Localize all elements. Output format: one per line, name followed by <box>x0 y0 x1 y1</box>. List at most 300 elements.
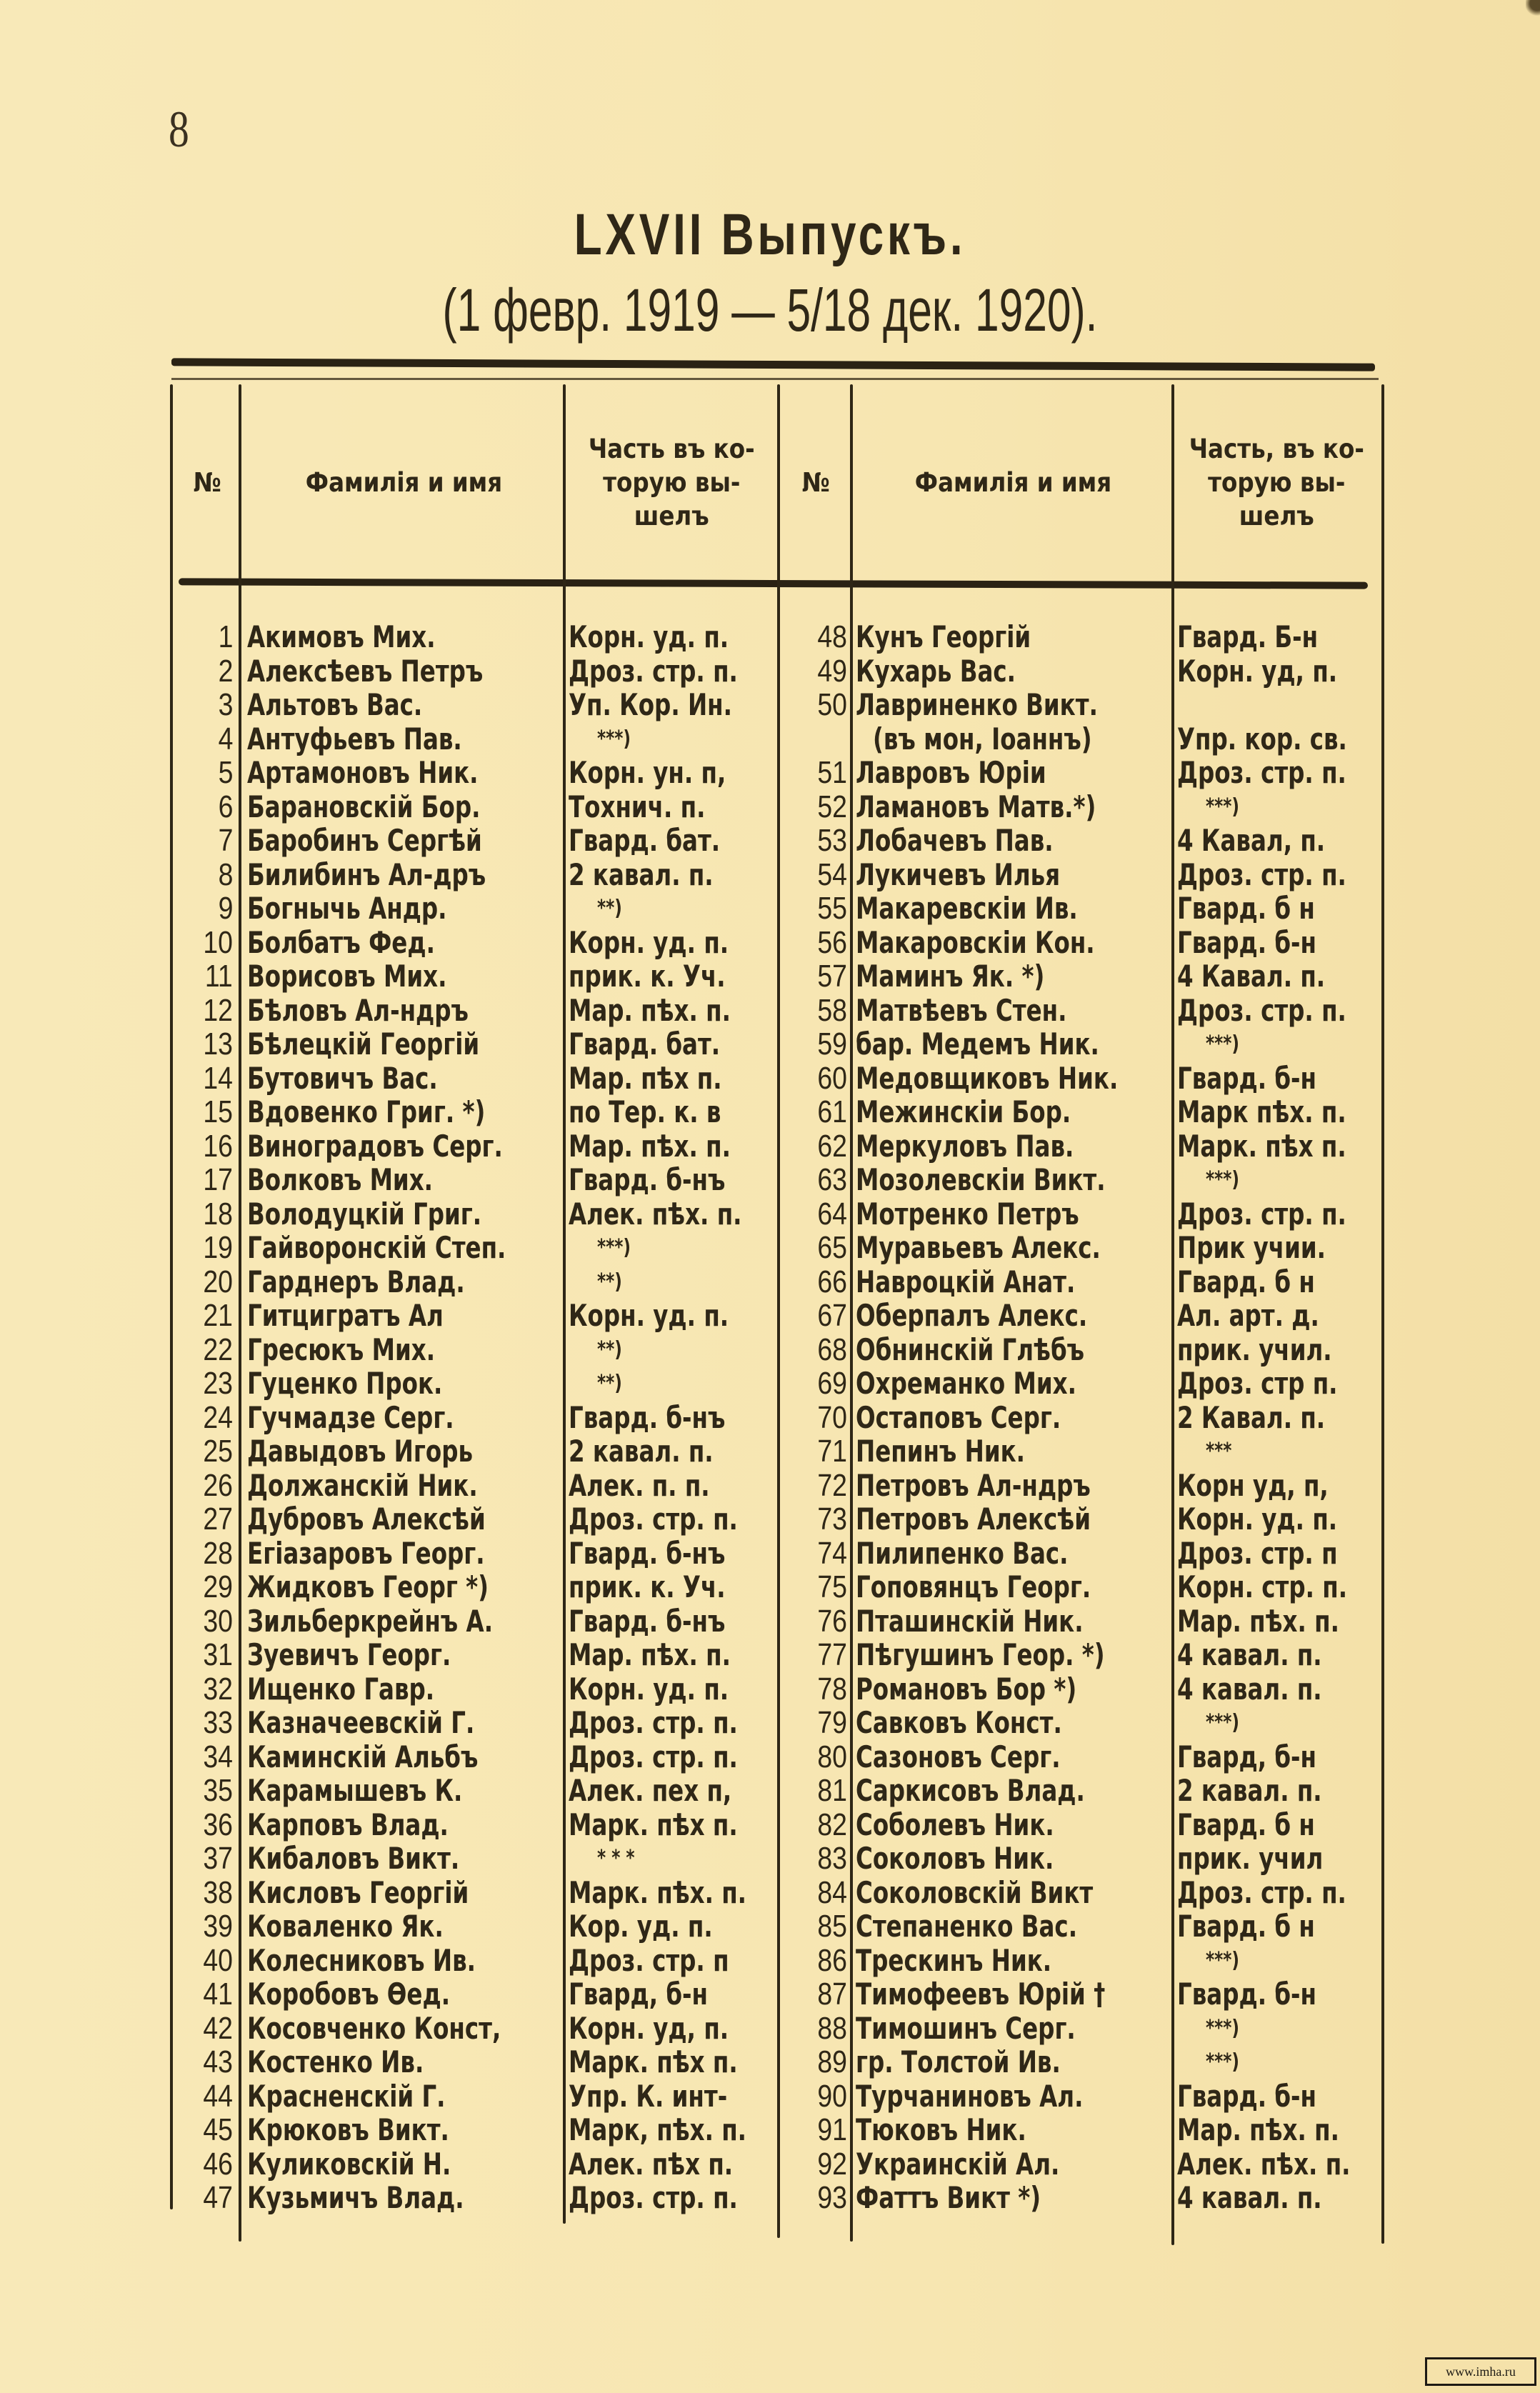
row-number-text: 11 <box>205 959 233 994</box>
row-name-text: Обнинскій Глѣбъ <box>856 1332 1085 1367</box>
row-number <box>171 756 233 790</box>
row-unit-text: Гвард. бат. <box>569 1026 721 1061</box>
row-number <box>780 1401 847 1435</box>
row-name-text: Должанскій Ник. <box>247 1467 478 1503</box>
row-number <box>171 1909 233 1944</box>
row-name-text: Барановскій Бор. <box>247 789 481 824</box>
row-unit-text: Дроз. стр. п <box>569 1942 729 1978</box>
row-number-text: 51 <box>817 755 847 790</box>
row-unit <box>569 1842 804 1876</box>
row-unit <box>569 1197 776 1232</box>
row-number-text: 7 <box>218 823 233 858</box>
row-number <box>780 1706 847 1740</box>
row-name <box>856 1808 1170 1842</box>
row-number-text: 73 <box>817 1502 847 1537</box>
row-name-text: Турчаниновъ Ал. <box>856 2078 1084 2114</box>
row-number-text: 49 <box>817 653 847 689</box>
table-row <box>171 1027 777 1061</box>
row-number-text: 63 <box>817 1162 847 1197</box>
row-number-text: 86 <box>817 1942 847 1978</box>
row-unit-text: ***) <box>1206 1947 1240 1973</box>
row-unit-text: Гвард. б-нъ <box>569 1162 726 1197</box>
row-unit <box>1177 1299 1380 1333</box>
table-row <box>780 722 1381 756</box>
table-row <box>780 1502 1381 1537</box>
row-number <box>171 1604 233 1639</box>
header-unit-left: Часть въ ко- торую вы- шелъ <box>588 433 755 531</box>
row-number <box>171 994 233 1028</box>
row-name <box>856 2113 1170 2147</box>
row-unit-text: Корн уд, п, <box>1177 1467 1329 1503</box>
row-name <box>856 1027 1170 1061</box>
table-row <box>780 620 1381 654</box>
row-unit <box>569 926 776 960</box>
row-unit-text: ***) <box>1206 2049 1240 2074</box>
row-unit-text: Гвард. б-н <box>1177 1060 1316 1096</box>
row-number <box>171 1367 233 1401</box>
row-unit <box>569 2113 776 2147</box>
table-row <box>171 1876 777 1910</box>
row-name-text: Баробинъ Сергѣй <box>247 823 482 858</box>
row-number-text: 23 <box>203 1366 233 1401</box>
row-unit <box>569 1944 776 1978</box>
table-row <box>171 1604 777 1639</box>
row-unit <box>1177 926 1380 960</box>
row-unit-text: 4 Кавал, п. <box>1177 823 1326 858</box>
table-row <box>171 1638 777 1672</box>
row-number <box>780 1842 847 1876</box>
table-row <box>780 1333 1381 1367</box>
row-number <box>780 858 847 892</box>
table-row <box>780 1027 1381 1061</box>
row-number-text: 71 <box>817 1434 847 1469</box>
row-name-text: Гресюкъ Мих. <box>247 1332 436 1367</box>
row-unit-text: ***) <box>1206 1167 1240 1192</box>
row-unit <box>569 2181 776 2215</box>
row-unit <box>569 1570 776 1604</box>
row-number <box>171 722 233 756</box>
row-name-text: Соколовъ Ник. <box>856 1841 1054 1876</box>
row-name <box>856 1469 1170 1503</box>
row-unit <box>1177 1638 1380 1672</box>
row-unit-text: 4 кавал. п. <box>1177 1637 1322 1672</box>
row-number-text: 9 <box>218 891 233 926</box>
row-number-text: 84 <box>817 1874 847 1910</box>
row-name-text: Пепинъ Ник. <box>856 1434 1026 1469</box>
row-unit <box>1177 1774 1380 1808</box>
row-unit <box>569 1977 776 2012</box>
row-unit <box>1177 790 1409 824</box>
row-number <box>171 1774 233 1808</box>
row-name <box>247 1909 561 1944</box>
row-number-text: 6 <box>218 789 233 824</box>
row-name-text: Виноградовъ Серг. <box>247 1128 503 1164</box>
row-unit <box>1177 1197 1380 1232</box>
row-number-text: 10 <box>203 924 233 960</box>
table-row <box>780 1095 1381 1129</box>
row-name <box>247 926 561 960</box>
row-name <box>247 620 561 654</box>
row-name-text: Соколовскій Викт <box>856 1874 1094 1910</box>
row-unit-text: Марк. пѣх п. <box>569 1807 738 1842</box>
row-name-text: Маминъ Як. *) <box>856 959 1045 994</box>
table-row <box>171 926 777 960</box>
row-unit-text: Гвард, б-н <box>1177 1739 1316 1774</box>
row-number <box>780 2079 847 2114</box>
row-number-text: 74 <box>817 1535 847 1571</box>
table-row <box>780 1434 1381 1469</box>
row-name-text: Егіазаровъ Георг. <box>247 1535 485 1571</box>
row-unit <box>1177 1977 1380 2012</box>
row-unit-text: Дроз. стр. п. <box>1177 1196 1346 1232</box>
table-row <box>171 1333 777 1367</box>
row-number-text: 46 <box>203 2146 233 2182</box>
row-name <box>247 1333 561 1367</box>
row-number <box>780 620 847 654</box>
row-number <box>780 1129 847 1164</box>
row-name-text: Давыдовъ Игорь <box>247 1434 474 1469</box>
row-name-text: Волковъ Мих. <box>247 1162 434 1197</box>
row-unit <box>1177 994 1380 1028</box>
row-number-text: 83 <box>817 1841 847 1876</box>
row-name <box>856 1197 1170 1232</box>
row-unit <box>569 688 776 722</box>
row-unit-text: Прик учии. <box>1177 1230 1326 1265</box>
watermark-stamp: www.imha.ru <box>1425 2357 1536 2386</box>
row-number-text: 8 <box>218 856 233 892</box>
table-row <box>171 1469 777 1503</box>
table-row <box>171 2113 777 2147</box>
row-unit <box>1177 1231 1380 1265</box>
page-title: LXVII Выпускъ. <box>574 202 966 267</box>
row-unit <box>569 1163 776 1197</box>
row-name-text: Лавриненко Викт. <box>856 687 1098 722</box>
row-number-text: 75 <box>817 1569 847 1604</box>
row-unit-text: по Тер. к. в <box>569 1094 721 1129</box>
row-number-text: 91 <box>817 2112 847 2147</box>
row-name <box>856 1367 1170 1401</box>
row-name <box>856 1299 1170 1333</box>
row-name-text: Карамышевъ К. <box>247 1773 463 1808</box>
table-row <box>780 959 1381 994</box>
row-name <box>247 1401 561 1435</box>
row-unit-text: Гвард, б-н <box>569 1977 708 2012</box>
table-row <box>171 1944 777 1978</box>
row-number-text: 85 <box>817 1909 847 1944</box>
row-number <box>171 1197 233 1232</box>
row-unit <box>1177 2113 1380 2147</box>
row-unit-text: Мар. пѣх п. <box>569 1060 722 1096</box>
row-unit-text: Дроз. стр. п. <box>569 2180 738 2215</box>
row-unit <box>569 620 776 654</box>
table-row <box>171 1977 777 2012</box>
row-unit <box>1177 1944 1409 1978</box>
row-name-text: Гарднеръ Влад. <box>247 1264 465 1299</box>
table-row <box>171 722 777 756</box>
row-unit-text: Дроз. стр. п. <box>1177 755 1346 790</box>
row-name <box>856 1401 1170 1435</box>
row-number <box>171 1163 233 1197</box>
table-header-rule <box>179 578 1368 589</box>
table-row <box>780 1604 1381 1639</box>
row-number-text: 77 <box>817 1637 847 1672</box>
row-unit-text: Дроз. стр. п. <box>1177 992 1346 1028</box>
row-name <box>856 1604 1170 1639</box>
row-number <box>171 1808 233 1842</box>
table-row <box>780 994 1381 1028</box>
row-name-text: Гуценко Прок. <box>247 1366 443 1401</box>
row-number <box>171 1095 233 1129</box>
table-row <box>780 1638 1381 1672</box>
row-number <box>780 1808 847 1842</box>
row-name <box>856 654 1170 689</box>
row-unit <box>1177 1265 1380 1299</box>
row-name-text: Пѣгушинъ Геор. *) <box>856 1637 1105 1672</box>
row-name-text: Гайворонскій Степ. <box>247 1230 506 1265</box>
table-row <box>171 1434 777 1469</box>
row-number-text: 4 <box>218 721 233 756</box>
row-unit <box>569 1909 776 1944</box>
table-row <box>171 1231 777 1265</box>
row-number <box>171 790 233 824</box>
row-number-text: 87 <box>817 1977 847 2012</box>
row-number <box>171 2181 233 2215</box>
table-row <box>171 2012 777 2046</box>
row-number <box>780 1061 847 1096</box>
row-number-text: 90 <box>817 2078 847 2114</box>
row-number-text: 69 <box>817 1366 847 1401</box>
row-unit-text: *** <box>1206 1439 1232 1464</box>
row-unit-text: 4 кавал. п. <box>1177 2180 1322 2215</box>
row-number-text: 37 <box>203 1841 233 1876</box>
row-number-text: 15 <box>203 1094 233 1129</box>
row-number <box>780 2045 847 2079</box>
row-name <box>856 1774 1170 1808</box>
row-number <box>171 1672 233 1707</box>
row-unit <box>569 1129 776 1164</box>
row-number-text: 25 <box>203 1434 233 1469</box>
row-number-text: 28 <box>203 1535 233 1571</box>
table-row <box>171 1808 777 1842</box>
row-name-text: Болбатъ Фед. <box>247 924 435 960</box>
row-number <box>171 2079 233 2114</box>
row-number <box>780 1638 847 1672</box>
table-row <box>780 1163 1381 1197</box>
row-number <box>780 722 847 756</box>
row-name-text: Бутовичъ Вас. <box>247 1060 438 1096</box>
table-row <box>780 688 1381 722</box>
row-name-text: Ищенко Гавр. <box>247 1671 435 1707</box>
row-number <box>171 1265 233 1299</box>
row-name <box>856 2045 1170 2079</box>
row-name <box>856 1876 1170 1910</box>
row-unit-text: **) <box>597 896 622 921</box>
row-unit-text: Дроз. стр. п. <box>1177 1874 1346 1910</box>
row-number <box>171 1876 233 1910</box>
row-number <box>780 1333 847 1367</box>
row-name-text: Савковъ Конст. <box>856 1705 1062 1740</box>
row-name-text: Навроцкій Анат. <box>856 1264 1076 1299</box>
row-name-text: Красненскій Г. <box>247 2078 446 2114</box>
table-row <box>171 1502 777 1537</box>
table-row <box>171 790 777 824</box>
row-unit <box>1177 654 1380 689</box>
row-name <box>247 2012 561 2046</box>
row-number-text: 3 <box>218 687 233 722</box>
row-number <box>780 1434 847 1469</box>
row-number <box>171 620 233 654</box>
row-unit-text: Корн. стр. п. <box>1177 1569 1348 1604</box>
row-unit-text: Корн. уд. п. <box>569 619 729 654</box>
row-name-text: Крюковъ Викт. <box>247 2112 449 2147</box>
row-name <box>247 1842 561 1876</box>
row-unit <box>569 1774 776 1808</box>
row-unit-text: Корн. уд. п. <box>1177 1502 1338 1537</box>
table-row <box>780 1061 1381 1096</box>
row-name <box>247 790 561 824</box>
row-number-text: 29 <box>203 1569 233 1604</box>
row-name <box>856 1231 1170 1265</box>
row-unit-text: **) <box>597 1371 622 1396</box>
row-unit-text: Марк. пѣх п. <box>1177 1128 1346 1164</box>
row-name <box>247 2079 561 2114</box>
row-name <box>247 959 561 994</box>
row-unit-text: Мар. пѣх. п. <box>569 1637 731 1672</box>
row-name-text: Кузьмичъ Влад. <box>247 2180 464 2215</box>
row-number-text: 22 <box>203 1332 233 1367</box>
row-name-text: Макаревскіи Ив. <box>856 891 1078 926</box>
row-number-text: 36 <box>203 1807 233 1842</box>
row-name-text: Казначеевскій Г. <box>247 1705 475 1740</box>
row-unit-text: Марк, пѣх. п. <box>569 2112 747 2147</box>
page-number: 8 <box>169 101 189 158</box>
table-row <box>780 1706 1381 1740</box>
table-row <box>780 1367 1381 1401</box>
row-number <box>171 2147 233 2182</box>
row-name <box>856 858 1170 892</box>
row-unit-text: ***) <box>597 1235 631 1260</box>
table-row <box>171 1367 777 1401</box>
row-unit-text: Алек. пѣх п. <box>569 2146 734 2182</box>
row-unit-text: Корн. уд. п. <box>569 1671 729 1707</box>
row-number-text: 21 <box>203 1298 233 1333</box>
row-unit-text: Гвард. б н <box>1177 1909 1315 1944</box>
row-name <box>247 1638 561 1672</box>
row-name-text: Куликовскій Н. <box>247 2146 451 2182</box>
row-number-text: 50 <box>817 687 847 722</box>
table-row <box>780 1570 1381 1604</box>
row-unit <box>569 1502 776 1537</box>
row-name <box>856 790 1170 824</box>
row-number <box>780 1095 847 1129</box>
row-number-text: 38 <box>203 1874 233 1910</box>
row-unit-text: Гвард. б н <box>1177 1807 1315 1842</box>
table-row <box>171 858 777 892</box>
row-number <box>171 1299 233 1333</box>
row-unit-text: Дроз. стр. п. <box>569 1705 738 1740</box>
row-number <box>780 1367 847 1401</box>
row-unit <box>569 824 776 858</box>
row-name-text: Кисловъ Георгій <box>247 1874 469 1910</box>
row-unit <box>569 722 804 756</box>
row-unit-text: Мар. пѣх. п. <box>1177 1603 1339 1639</box>
row-unit-text: Гвард. бат. <box>569 823 721 858</box>
row-unit <box>1177 1469 1380 1503</box>
table-row <box>171 654 777 689</box>
row-name <box>247 824 561 858</box>
row-name <box>247 1570 561 1604</box>
row-name <box>856 2181 1170 2215</box>
row-number <box>780 1672 847 1707</box>
row-name-text: Меркуловъ Пав. <box>856 1128 1074 1164</box>
row-name <box>247 1944 561 1978</box>
row-unit <box>569 1537 776 1571</box>
row-name <box>856 688 1170 722</box>
table-row <box>171 1197 777 1232</box>
row-unit <box>1177 1909 1380 1944</box>
row-number-text: 43 <box>203 2044 233 2079</box>
row-name-text: Тюковъ Ник. <box>856 2112 1026 2147</box>
table-row <box>171 1740 777 1774</box>
row-number-text: 32 <box>203 1671 233 1707</box>
row-unit-text: 2 Кавал. п. <box>1177 1399 1326 1435</box>
row-unit-text: Алек. п. п. <box>569 1467 710 1503</box>
row-name-text: Зильберкрейнъ А. <box>247 1603 494 1639</box>
row-unit <box>1177 2012 1409 2046</box>
row-name <box>856 1537 1170 1571</box>
row-number <box>780 1027 847 1061</box>
table-row <box>780 2045 1381 2079</box>
row-unit <box>569 1434 776 1469</box>
row-name <box>856 620 1170 654</box>
row-number-text: 53 <box>817 823 847 858</box>
row-unit-text: Мар. пѣх. п. <box>569 1128 731 1164</box>
row-number-text: 5 <box>218 755 233 790</box>
row-unit-text: Марк. пѣх. п. <box>569 1874 747 1910</box>
row-name-text: Фаттъ Викт *) <box>856 2180 1041 2215</box>
table-row <box>171 2181 777 2215</box>
table-row <box>780 2079 1381 2114</box>
row-number <box>171 1061 233 1096</box>
row-name <box>247 1231 561 1265</box>
row-unit <box>1177 1570 1380 1604</box>
row-unit <box>569 1469 776 1503</box>
row-unit <box>569 1095 776 1129</box>
table-row <box>171 959 777 994</box>
row-name-text: Акимовъ Мих. <box>247 619 436 654</box>
row-name-text: Макаровскіи Кон. <box>856 924 1095 960</box>
row-number <box>780 2012 847 2046</box>
row-name <box>856 1672 1170 1707</box>
row-name-text: Ламановъ Матв.*) <box>856 789 1096 824</box>
row-name <box>247 1095 561 1129</box>
table-row <box>780 1299 1381 1333</box>
row-name <box>247 1876 561 1910</box>
row-name <box>856 1502 1170 1537</box>
row-name <box>856 1944 1170 1978</box>
table-row <box>780 1401 1381 1435</box>
row-number-text: 16 <box>203 1128 233 1164</box>
row-number <box>171 1638 233 1672</box>
row-unit <box>1177 1367 1380 1401</box>
row-name-text: Ворисовъ Мих. <box>247 959 447 994</box>
row-unit <box>569 1876 776 1910</box>
table-row <box>171 1570 777 1604</box>
row-name-text: Кунъ Георгій <box>856 619 1031 654</box>
row-name-text: Пташинскій Ник. <box>856 1603 1084 1639</box>
row-name <box>856 959 1170 994</box>
row-unit <box>1177 2045 1409 2079</box>
